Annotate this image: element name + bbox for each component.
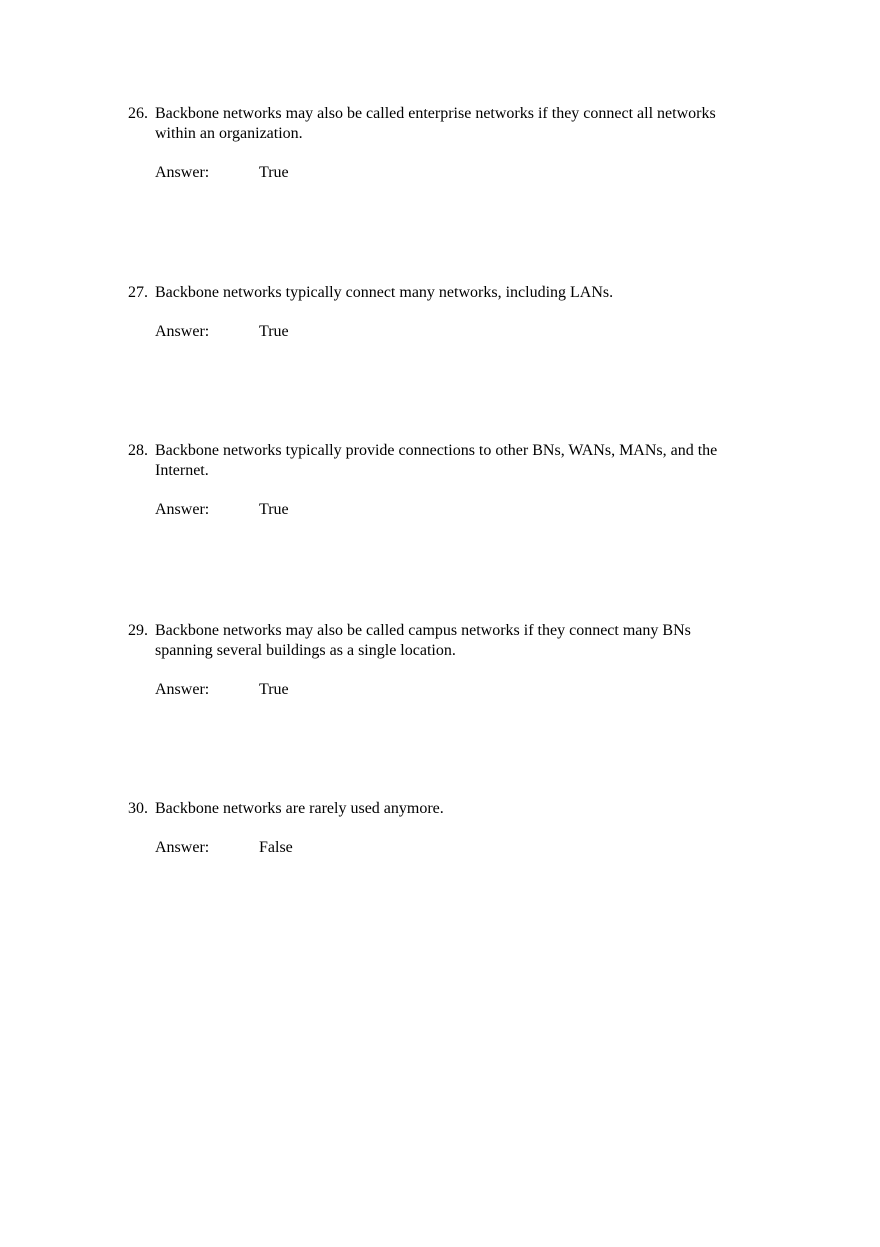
question-number: 29.: [128, 622, 148, 639]
question-line: [128, 441, 768, 481]
answer-row: [155, 500, 768, 520]
answer-label: Answer:: [155, 323, 210, 340]
question-line: [128, 283, 768, 303]
question-text: Backbone networks typically provide connections to other BNs, WANs, MANs, and the Internet.: [155, 442, 718, 479]
answer-row: [155, 163, 768, 183]
answer-row: [155, 322, 768, 342]
answer-label: Answer:: [155, 164, 210, 181]
question-number: 27.: [128, 284, 148, 301]
question-number: 28.: [128, 442, 148, 459]
question-27: [128, 283, 768, 342]
answer-label: Answer:: [155, 839, 210, 856]
answer-value: True: [259, 501, 289, 518]
question-number: 30.: [128, 800, 148, 817]
question-text: Backbone networks typically connect many networks, including LANs.: [155, 284, 614, 301]
answer-value: True: [259, 681, 289, 698]
question-text: Backbone networks are rarely used anymore.: [155, 800, 444, 817]
question-line: [128, 621, 768, 661]
question-text: Backbone networks may also be called campus networks if they connect many BNs spanning several buildings as a single location.: [155, 622, 691, 659]
answer-value: False: [259, 839, 293, 856]
question-30: [128, 799, 768, 858]
answer-row: [155, 838, 768, 858]
question-29: [128, 621, 768, 700]
question-text: Backbone networks may also be called enterprise networks if they connect all networks within an organization.: [155, 105, 716, 142]
answer-value: True: [259, 323, 289, 340]
question-26: [128, 104, 768, 183]
question-number: 26.: [128, 105, 148, 122]
question-28: [128, 441, 768, 520]
answer-label: Answer:: [155, 681, 210, 698]
question-line: [128, 799, 768, 819]
answer-row: [155, 680, 768, 700]
answer-value: True: [259, 164, 289, 181]
question-line: [128, 104, 768, 144]
answer-label: Answer:: [155, 501, 210, 518]
